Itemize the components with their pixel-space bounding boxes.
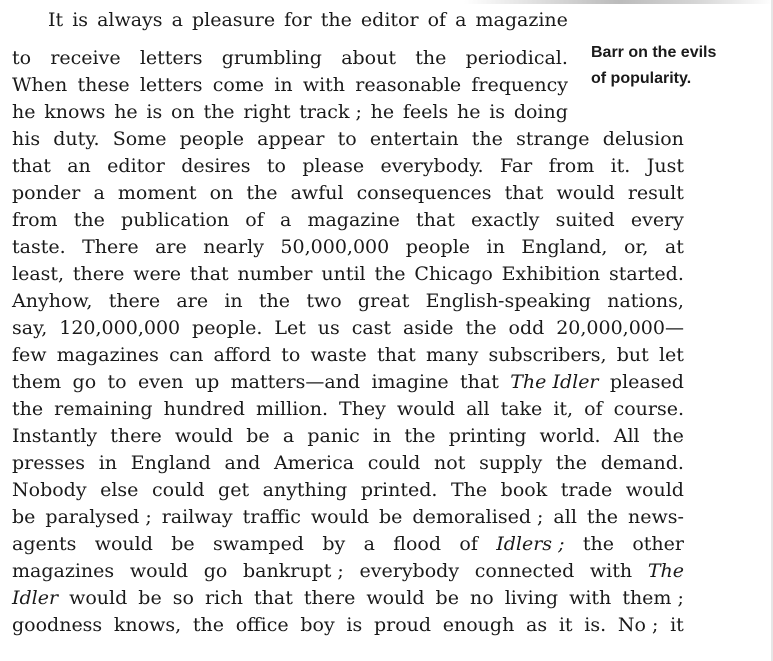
word: would — [174, 425, 234, 447]
word: result — [627, 182, 684, 204]
word: two — [306, 290, 342, 312]
word: duty. — [53, 128, 100, 150]
word: letters — [139, 47, 203, 69]
word: trade — [560, 479, 613, 501]
word: it — [670, 614, 684, 636]
word: is — [146, 101, 163, 123]
text-line — [12, 531, 684, 558]
word: us — [317, 317, 340, 339]
word: swamped — [213, 533, 304, 555]
word: them — [12, 371, 62, 393]
word: million. — [255, 398, 329, 420]
word: the — [258, 290, 291, 312]
word: office — [235, 614, 289, 636]
word: could — [151, 479, 205, 501]
word: English-speaking — [425, 290, 591, 312]
italic-title-word: Idler — [12, 587, 59, 609]
text-line — [12, 585, 684, 612]
word: these — [77, 74, 130, 96]
word: it, — [553, 398, 574, 420]
word: knows — [44, 101, 106, 123]
text-line — [12, 207, 684, 234]
text-line — [12, 45, 568, 72]
text-line — [12, 396, 684, 423]
word: Far — [499, 155, 533, 177]
word: is — [346, 614, 363, 636]
word: few — [12, 344, 47, 366]
word: the — [320, 9, 352, 31]
text-line — [48, 7, 568, 34]
word: he — [12, 101, 36, 123]
word: 120,000,000 — [59, 317, 181, 339]
word: the — [404, 425, 436, 447]
word: the — [73, 209, 105, 231]
word: news- — [628, 506, 684, 528]
word: afford — [213, 344, 272, 366]
word: the — [192, 614, 224, 636]
text-line — [12, 99, 568, 126]
word: all — [466, 398, 490, 420]
word: people — [179, 128, 244, 150]
word: even — [138, 371, 184, 393]
word: but — [616, 344, 649, 366]
word: proud — [373, 614, 432, 636]
word: track ; — [299, 101, 362, 123]
word: magazine — [475, 9, 568, 31]
word: a — [171, 9, 183, 31]
word: doing — [513, 101, 568, 123]
word: paralysed ; — [45, 506, 152, 528]
text-line — [12, 180, 684, 207]
word: least, — [12, 263, 65, 285]
word: boy — [300, 614, 335, 636]
page-edge-mark — [0, 0, 773, 4]
word: consequences — [356, 182, 492, 204]
word: would — [625, 479, 684, 501]
word: be — [246, 425, 270, 447]
word: it — [558, 614, 573, 636]
text-line — [12, 315, 684, 342]
word: the — [374, 263, 406, 285]
italic-title-word: The Idler — [510, 371, 599, 393]
word: frequency — [471, 74, 568, 96]
word: taste. — [12, 236, 66, 258]
margin-note-line: Barr on the evils — [591, 44, 717, 61]
word: would — [69, 587, 128, 609]
word: and — [224, 452, 261, 474]
word: that — [416, 209, 455, 231]
word: All — [613, 425, 640, 447]
word: presses — [12, 452, 85, 474]
word: bankrupt ; — [243, 560, 344, 582]
word: to — [281, 344, 301, 366]
word: could — [367, 452, 421, 474]
word: his — [12, 128, 41, 150]
margin-note — [591, 40, 771, 92]
word: them ; — [622, 587, 684, 609]
word: flood — [393, 533, 442, 555]
word: editor — [360, 9, 419, 31]
word: living — [504, 587, 559, 609]
word: Chicago — [414, 263, 493, 285]
word: to — [266, 155, 286, 177]
word: letters — [139, 74, 203, 96]
word: he — [457, 101, 481, 123]
word: people — [405, 236, 471, 258]
word: editor — [107, 155, 165, 177]
word: connected — [474, 560, 575, 582]
word: other — [632, 533, 684, 555]
word: cast — [351, 317, 392, 339]
word: that — [460, 371, 499, 393]
word: right — [243, 101, 291, 123]
word: Anyhow, — [12, 290, 93, 312]
word: Just — [646, 155, 684, 177]
word: he — [114, 101, 138, 123]
word: there — [72, 263, 125, 285]
text-line — [12, 342, 684, 369]
word: that — [12, 155, 51, 177]
word: there — [108, 290, 161, 312]
word: rich — [204, 587, 243, 609]
word: a — [455, 9, 467, 31]
word: the — [246, 182, 278, 204]
word: Nobody — [12, 479, 87, 501]
word: that — [254, 587, 293, 609]
word: goodness — [12, 614, 103, 636]
word: desires — [181, 155, 251, 177]
word: with — [569, 587, 612, 609]
word: appear — [257, 128, 325, 150]
text-line — [12, 234, 684, 261]
word: agents — [12, 533, 77, 555]
word: would — [310, 506, 370, 528]
text-line — [12, 261, 684, 288]
word: are — [176, 290, 209, 312]
word: a — [279, 209, 292, 231]
word: is — [72, 9, 89, 31]
word: at — [664, 236, 684, 258]
word: printed. — [360, 479, 438, 501]
text-line — [12, 369, 684, 396]
word: suited — [555, 209, 615, 231]
word: say, — [12, 317, 48, 339]
word: would — [94, 533, 153, 555]
word: up — [194, 371, 220, 393]
word: be — [12, 506, 36, 528]
word: take — [500, 398, 543, 420]
word: knows, — [113, 614, 182, 636]
word: in — [274, 74, 293, 96]
word: magazine — [307, 209, 400, 231]
word: that — [504, 182, 544, 204]
word: a — [363, 533, 375, 555]
word: of — [245, 209, 264, 231]
word: that — [189, 263, 229, 285]
word: imagine — [371, 371, 449, 393]
word: nations, — [607, 290, 684, 312]
word: nearly — [203, 236, 264, 258]
word: to — [337, 128, 357, 150]
word: supply — [479, 452, 543, 474]
word: from — [12, 209, 58, 231]
word: until — [321, 263, 366, 285]
word: traffic — [242, 506, 301, 528]
word: can — [169, 344, 204, 366]
word: as — [526, 614, 548, 636]
word: else — [100, 479, 139, 501]
word: be — [379, 506, 403, 528]
word: periodical. — [465, 47, 568, 69]
word: hundred — [163, 398, 245, 420]
word: waste — [310, 344, 367, 366]
text-line — [12, 126, 684, 153]
word: people. — [192, 317, 263, 339]
italic-title-word: Idlers ; — [496, 533, 565, 555]
word: reasonable — [355, 74, 462, 96]
word: 50,000,000 — [280, 236, 390, 258]
word: the — [415, 47, 447, 69]
word: all — [553, 506, 577, 528]
text-line — [12, 423, 684, 450]
word: that — [376, 344, 416, 366]
word: book — [500, 479, 548, 501]
text-line — [12, 612, 684, 639]
word: moment — [117, 182, 197, 204]
word: is — [489, 101, 506, 123]
word: entertain — [369, 128, 459, 150]
word: from — [548, 155, 595, 177]
word: let — [658, 344, 684, 366]
word: ponder — [12, 182, 81, 204]
word: grumbling — [221, 47, 322, 69]
word: or, — [623, 236, 649, 258]
word: Exhibition — [501, 263, 601, 285]
word: would — [129, 560, 189, 582]
word: no — [469, 587, 494, 609]
word: Let — [274, 317, 306, 339]
word: an — [67, 155, 91, 177]
word: for — [284, 9, 312, 31]
word: there — [110, 425, 162, 447]
word: of — [427, 9, 447, 31]
word: be — [435, 587, 459, 609]
word: in — [224, 290, 243, 312]
word: world. — [539, 425, 601, 447]
word: Instantly — [12, 425, 98, 447]
word: course. — [613, 398, 684, 420]
word: many — [426, 344, 479, 366]
word: come — [212, 74, 265, 96]
word: would — [556, 182, 615, 204]
text-line — [12, 558, 684, 585]
word: number — [237, 263, 313, 285]
word: would — [396, 398, 456, 420]
word: the — [471, 128, 503, 150]
word: 20,000,000— — [556, 317, 684, 339]
word: Some — [112, 128, 167, 150]
word: printing — [448, 425, 527, 447]
word: the — [465, 317, 497, 339]
word: would — [366, 587, 425, 609]
word: England, — [521, 236, 608, 258]
word: strange — [516, 128, 590, 150]
word: on — [171, 101, 195, 123]
word: by — [322, 533, 346, 555]
word: go — [203, 560, 228, 582]
word: pleasure — [191, 9, 276, 31]
word: the — [586, 506, 619, 528]
word: railway — [161, 506, 233, 528]
word: magazines — [12, 560, 115, 582]
word: in — [372, 425, 392, 447]
word: exactly — [471, 209, 540, 231]
text-line — [12, 288, 684, 315]
word: everybody — [359, 560, 460, 582]
word: feels — [402, 101, 449, 123]
word: No ; — [617, 614, 659, 636]
margin-note-line: of popularity. — [591, 70, 692, 87]
word: enough — [442, 614, 515, 636]
word: a — [282, 425, 295, 447]
word: of — [584, 398, 603, 420]
word: publication — [121, 209, 230, 231]
text-line — [12, 504, 684, 531]
word: matters—and — [230, 371, 361, 393]
word: pleased — [609, 371, 684, 393]
word: is. — [584, 614, 607, 636]
word: be — [138, 587, 162, 609]
word: delusion — [602, 128, 684, 150]
word: a — [93, 182, 105, 204]
italic-title-word: The — [647, 560, 684, 582]
word: panic — [307, 425, 360, 447]
word: receive — [50, 47, 121, 69]
word: about — [341, 47, 396, 69]
word: with — [302, 74, 346, 96]
word: aside — [402, 317, 454, 339]
text-line — [12, 72, 568, 99]
word: every — [630, 209, 684, 231]
word: They — [339, 398, 386, 420]
word: are — [155, 236, 187, 258]
word: demoralised ; — [412, 506, 544, 528]
word: be — [171, 533, 195, 555]
word: with — [589, 560, 633, 582]
word: It — [48, 9, 64, 31]
text-line — [12, 153, 684, 180]
word: to — [12, 47, 32, 69]
word: to — [107, 371, 127, 393]
word: he — [370, 101, 395, 123]
word: were — [133, 263, 182, 285]
word: on — [209, 182, 234, 204]
word: started. — [609, 263, 684, 285]
word: great — [357, 290, 410, 312]
word: in — [486, 236, 505, 258]
word: get — [218, 479, 250, 501]
word: the — [582, 533, 614, 555]
word: When — [12, 74, 68, 96]
word: America — [273, 452, 355, 474]
word: go — [72, 371, 97, 393]
text-line — [12, 477, 684, 504]
word: the — [203, 101, 235, 123]
word: the — [12, 398, 44, 420]
word: odd — [508, 317, 545, 339]
word: there — [303, 587, 356, 609]
word: remaining — [54, 398, 153, 420]
word: the — [652, 425, 684, 447]
word: demand. — [600, 452, 684, 474]
word: There — [82, 236, 139, 258]
word: everybody. — [380, 155, 484, 177]
word: in — [98, 452, 118, 474]
word: awful — [290, 182, 344, 204]
word: magazines — [56, 344, 159, 366]
word: so — [172, 587, 194, 609]
word: of — [459, 533, 478, 555]
word: it. — [610, 155, 631, 177]
word: not — [434, 452, 466, 474]
word: subscribers, — [488, 344, 607, 366]
word: please — [302, 155, 365, 177]
word: England — [130, 452, 211, 474]
word: always — [97, 9, 163, 31]
word: anything — [262, 479, 348, 501]
word: The — [450, 479, 488, 501]
word: the — [555, 452, 588, 474]
text-line — [12, 450, 684, 477]
